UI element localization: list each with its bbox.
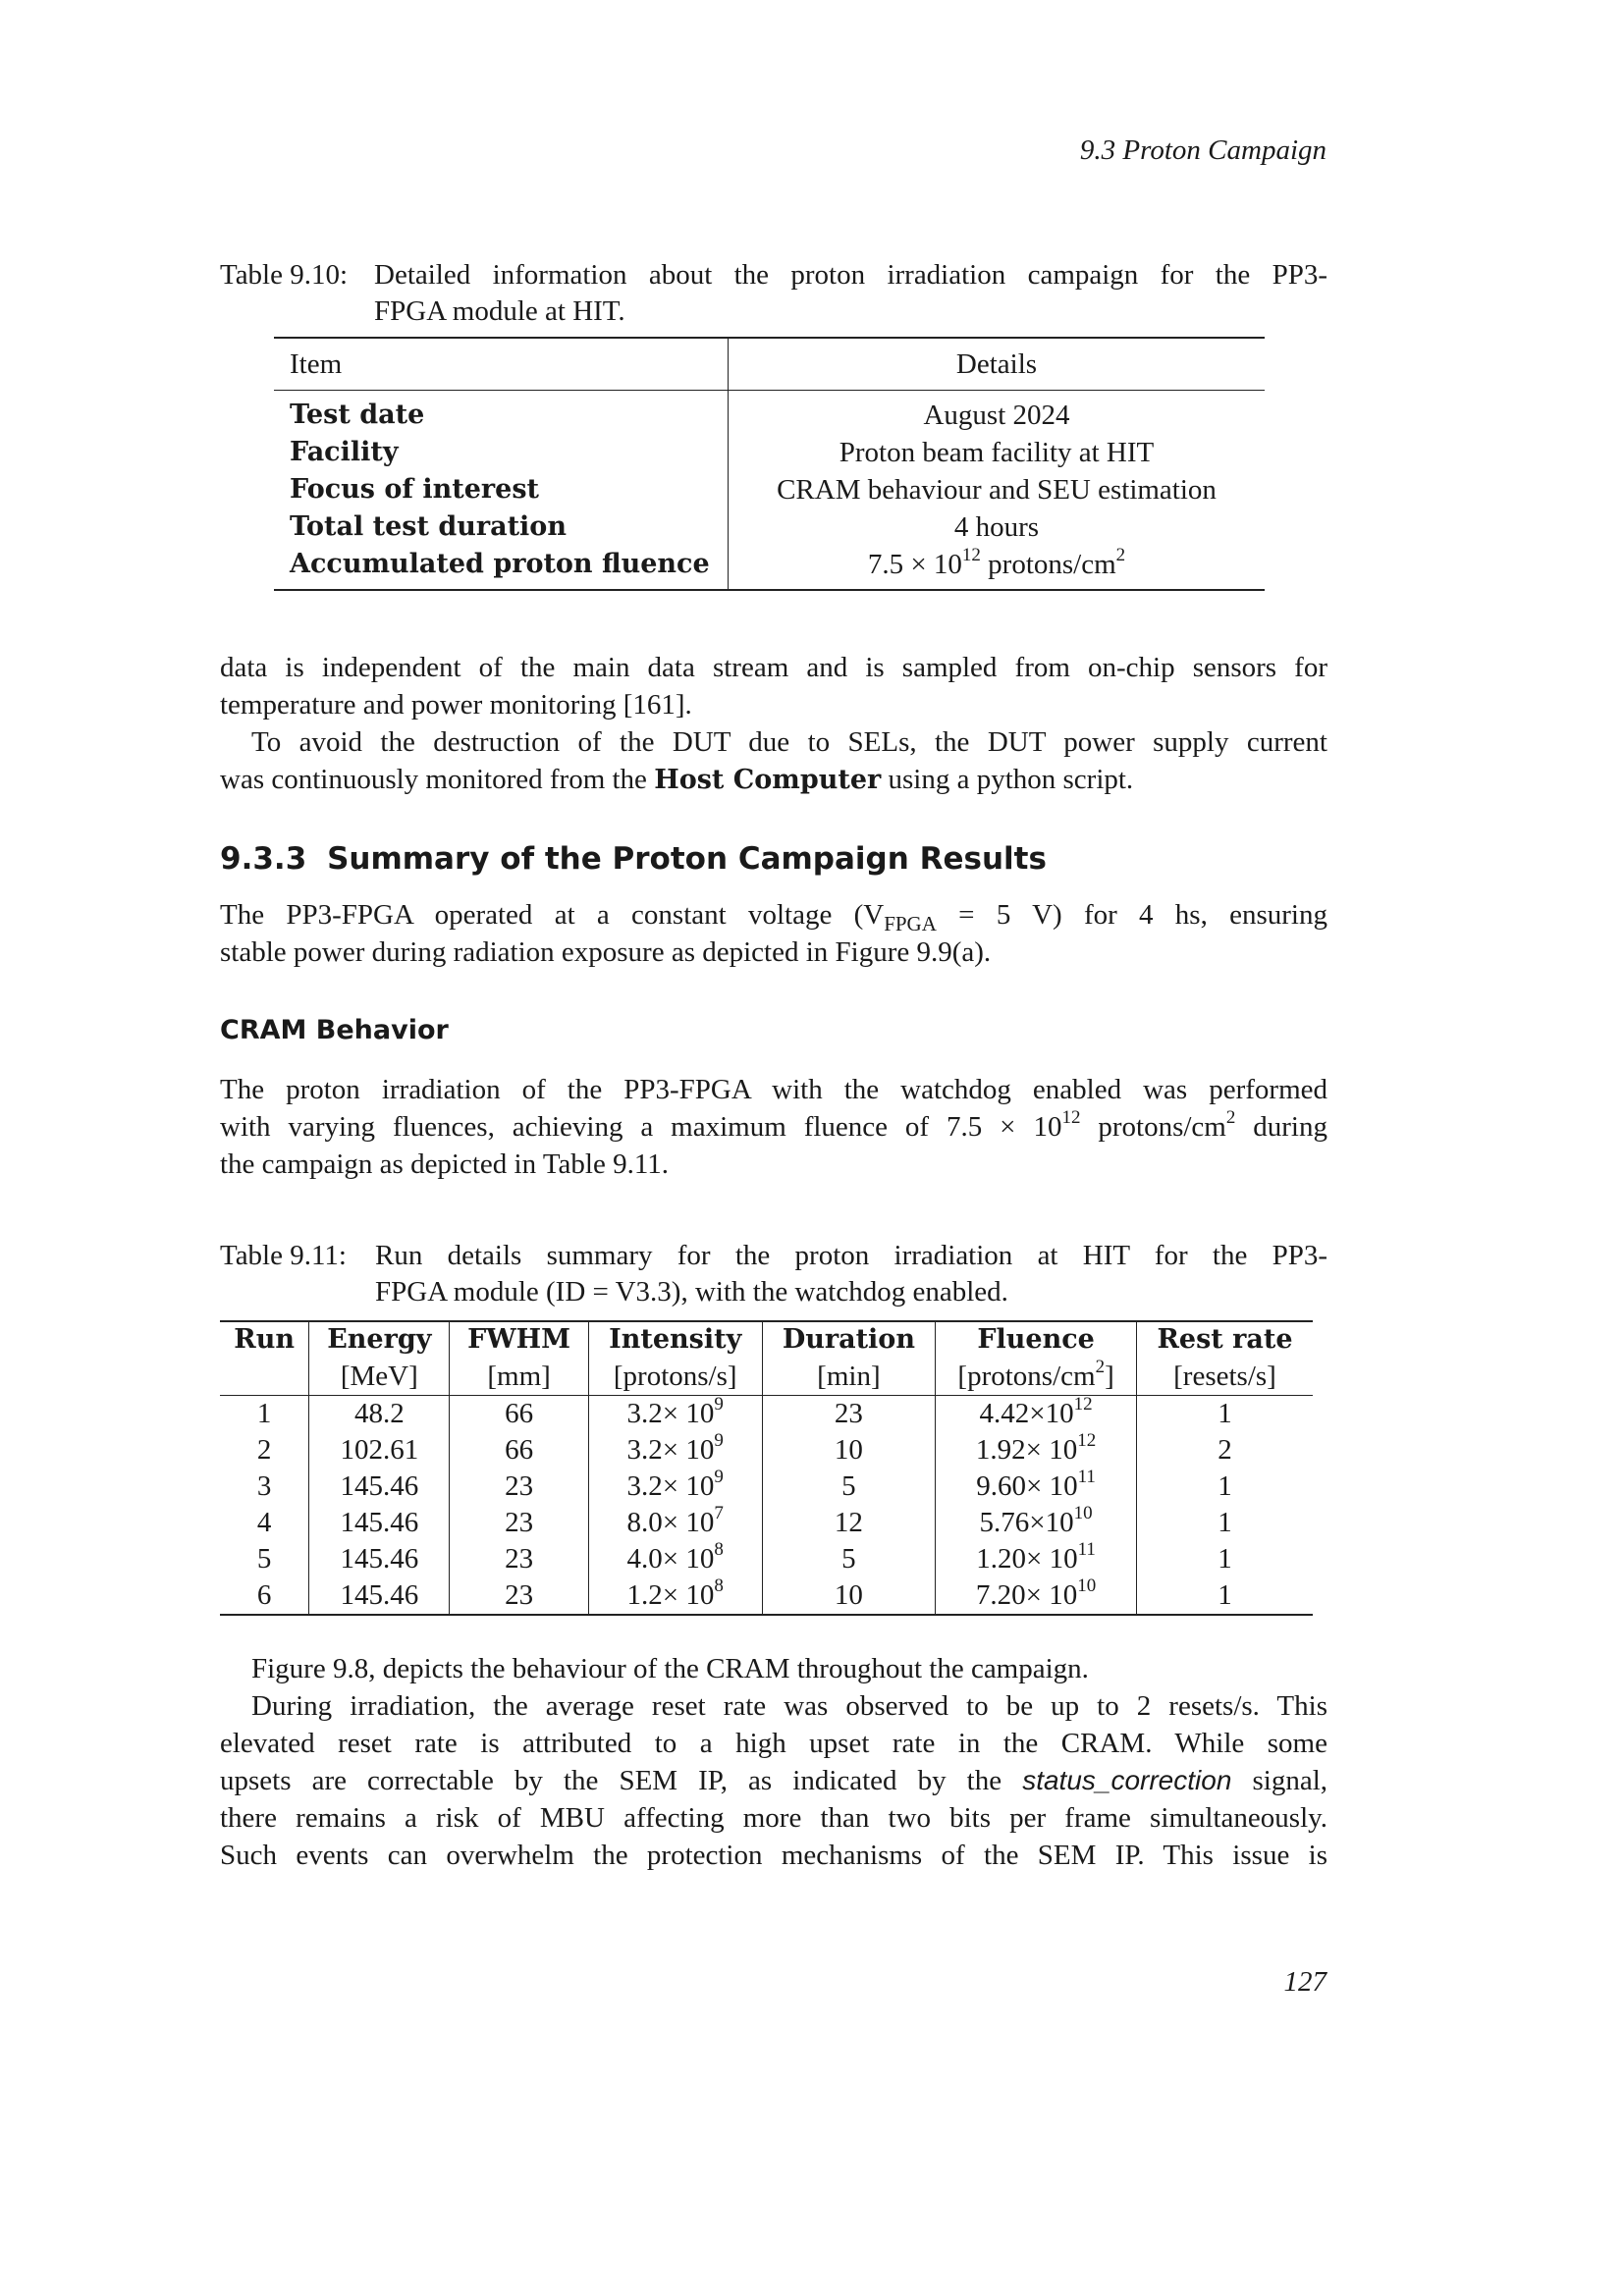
cell-run: 1 [220, 1396, 309, 1433]
unit-fwhm: [mm] [450, 1358, 589, 1396]
unit-intensity: [protons/s] [588, 1358, 762, 1396]
cell-fwhm: 23 [450, 1468, 589, 1505]
cell-energy: 102.61 [309, 1432, 450, 1468]
cell-duration: 10 [762, 1432, 936, 1468]
unit-rest-rate: [resets/s] [1173, 1361, 1276, 1392]
table-header-row [220, 1321, 1313, 1358]
intro-paragraphs [220, 649, 1327, 799]
header-details: Details [955, 348, 1038, 380]
table-row [274, 471, 1265, 508]
cell-fluence: $1.20\times 10^{11}$ [936, 1541, 1137, 1577]
cell-fluence: $9.60\times 10^{11}$ [936, 1468, 1137, 1505]
unit-run [220, 1358, 309, 1396]
cell-intensity: $3.2\times 10^9$ [588, 1396, 762, 1433]
cell-fluence: $7.20\times 10^{10}$ [936, 1577, 1137, 1615]
table-row [220, 1577, 1313, 1615]
table-row [220, 1396, 1313, 1433]
text-line: there remains a risk of MBU affecting more than two bits per frame simultaneously. [220, 1802, 1327, 1834]
subsection-paragraph [220, 1071, 1327, 1183]
text-line: stable power during radiation exposure as depicted in Figure 9.9(a). [220, 936, 992, 968]
caption-label: Table 9.11: [220, 1240, 347, 1271]
header-item: Item [274, 338, 729, 391]
row-label: Total test duration [274, 508, 729, 546]
cell-rest-rate: 1 [1218, 1507, 1232, 1538]
cell-intensity: $8.0\times 10^7$ [588, 1505, 762, 1541]
text-line: with varying fluences, achieving a maximum fluence of $7.5 \times 10^{12}$ protons/$cm^2$ during [220, 1107, 1327, 1143]
cell-intensity: $3.2\times 10^9$ [588, 1468, 762, 1505]
row-label: Accumulated proton fluence [274, 546, 729, 590]
cell-energy: 48.2 [309, 1396, 450, 1433]
cell-intensity: $4.0\times 10^8$ [588, 1541, 762, 1577]
table-row [220, 1505, 1313, 1541]
row-label: Test date [274, 391, 729, 435]
text-line: temperature and power monitoring [161]. [220, 689, 692, 721]
cell-run: 4 [220, 1505, 309, 1541]
cell-rest-rate: 1 [1218, 1470, 1232, 1502]
unit-fluence: $[protons/cm^2]$ [936, 1358, 1137, 1396]
caption-line: Run details summary for the proton irradiation at HIT for the PP3- [375, 1240, 1327, 1271]
cell-fwhm: 66 [450, 1432, 589, 1468]
cell-duration: 5 [762, 1541, 936, 1577]
cell-fluence: $4.42\times 10^{12}$ [936, 1396, 1137, 1433]
header-rest-rate: Rest rate [1157, 1324, 1293, 1355]
header-duration: Duration [762, 1321, 936, 1358]
cell-run: 3 [220, 1468, 309, 1505]
cell-duration: 23 [762, 1396, 936, 1433]
caption-line: FPGA module at HIT. [374, 295, 625, 327]
cell-run: 5 [220, 1541, 309, 1577]
table-9-10-caption [220, 257, 1327, 330]
caption-line: Detailed information about the proton irradiation campaign for the PP3- [374, 259, 1327, 291]
signal-name: status_correction [1022, 1765, 1232, 1795]
cell-rest-rate: 1 [1218, 1579, 1232, 1611]
text-line: The PP3-FPGA operated at a constant voltage ($V_{FPGA} = 5$ V) for 4 hs, ensuring [220, 899, 1327, 935]
table-header-row [274, 338, 1265, 391]
row-value: 4 hours [953, 511, 1040, 543]
header-fwhm: FWHM [450, 1321, 589, 1358]
unit-duration: [min] [762, 1358, 936, 1396]
table-row [274, 391, 1265, 435]
cell-intensity: $3.2\times 10^9$ [588, 1432, 762, 1468]
table-row [220, 1432, 1313, 1468]
cell-rest-rate: 1 [1218, 1543, 1232, 1575]
cell-duration: 12 [762, 1505, 936, 1541]
header-fluence: Fluence [936, 1321, 1137, 1358]
text-line: upsets are correctable by the SEM IP, as indicated by the status_correction signal, [220, 1765, 1327, 1796]
cell-fwhm: 23 [450, 1541, 589, 1577]
table-row [220, 1541, 1313, 1577]
text-line: data is independent of the main data stream and is sampled from on-chip sensors for [220, 652, 1327, 683]
cell-intensity: $1.2\times 10^8$ [588, 1577, 762, 1615]
caption-label: Table 9.10: [220, 259, 349, 291]
caption-line: FPGA module (ID = V3.3), with the watchdog enabled. [375, 1276, 1008, 1308]
table-units-row [220, 1358, 1313, 1396]
text-line: was continuously monitored from the Host Computer using a python script. [220, 764, 1134, 795]
section-title: Summary of the Proton Campaign Results [327, 841, 1047, 877]
row-value: Proton beam facility at HIT [839, 437, 1155, 468]
page-number: 127 [1283, 1966, 1326, 1998]
row-value: August 2024 [923, 400, 1070, 431]
cell-energy: 145.46 [309, 1468, 450, 1505]
table-row [274, 508, 1265, 546]
bold-term: Host Computer [654, 765, 882, 795]
section-paragraph [220, 896, 1327, 971]
table-9-11 [220, 1320, 1313, 1616]
cell-fwhm: 66 [450, 1396, 589, 1433]
table-9-11-caption [220, 1238, 1327, 1310]
cell-fluence: $5.76\times 10^{10}$ [936, 1505, 1137, 1541]
row-value: $7.5 \times 10^{12}$ protons/$cm^2$ [867, 545, 1126, 580]
cell-fwhm: 23 [450, 1505, 589, 1541]
cell-fwhm: 23 [450, 1577, 589, 1615]
table-row [274, 434, 1265, 471]
text-line: Figure 9.8, depicts the behaviour of the CRAM throughout the campaign. [251, 1653, 1089, 1684]
cell-duration: 10 [762, 1577, 936, 1615]
subsection-heading: CRAM Behavior [220, 1015, 449, 1045]
section-number: 9.3.3 [220, 841, 307, 877]
text-line: The proton irradiation of the PP3-FPGA with the watchdog enabled was performed [220, 1074, 1327, 1105]
row-label: Focus of interest [274, 471, 729, 508]
cell-run: 2 [220, 1432, 309, 1468]
text-line: elevated reset rate is attributed to a high upset rate in the CRAM. While some [220, 1728, 1327, 1759]
cell-fluence: $1.92\times 10^{12}$ [936, 1432, 1137, 1468]
header-energy: Energy [309, 1321, 450, 1358]
header-run: Run [220, 1321, 309, 1358]
text-line: During irradiation, the average reset rate was observed to be up to 2 resets/s. This [251, 1690, 1327, 1722]
cell-energy: 145.46 [309, 1541, 450, 1577]
text-line: Such events can overwhelm the protection mechanisms of the SEM IP. This issue is [220, 1840, 1327, 1871]
cell-rest-rate: 1 [1218, 1398, 1232, 1429]
table-9-10 [274, 337, 1265, 591]
cell-duration: 5 [762, 1468, 936, 1505]
cell-energy: 145.46 [309, 1505, 450, 1541]
closing-paragraphs [220, 1650, 1327, 1874]
cell-run: 6 [220, 1577, 309, 1615]
row-value: CRAM behaviour and SEU estimation [777, 474, 1217, 506]
running-head: 9.3 Proton Campaign [1079, 134, 1326, 166]
header-intensity: Intensity [588, 1321, 762, 1358]
unit-energy: [MeV] [309, 1358, 450, 1396]
table-row [220, 1468, 1313, 1505]
cell-rest-rate: 2 [1218, 1434, 1232, 1466]
section-heading [220, 841, 1047, 877]
cell-energy: 145.46 [309, 1577, 450, 1615]
text-line: To avoid the destruction of the DUT due to SELs, the DUT power supply current [251, 726, 1327, 758]
table-row [274, 546, 1265, 590]
text-line: the campaign as depicted in Table 9.11. [220, 1148, 669, 1180]
row-label: Facility [274, 434, 729, 471]
